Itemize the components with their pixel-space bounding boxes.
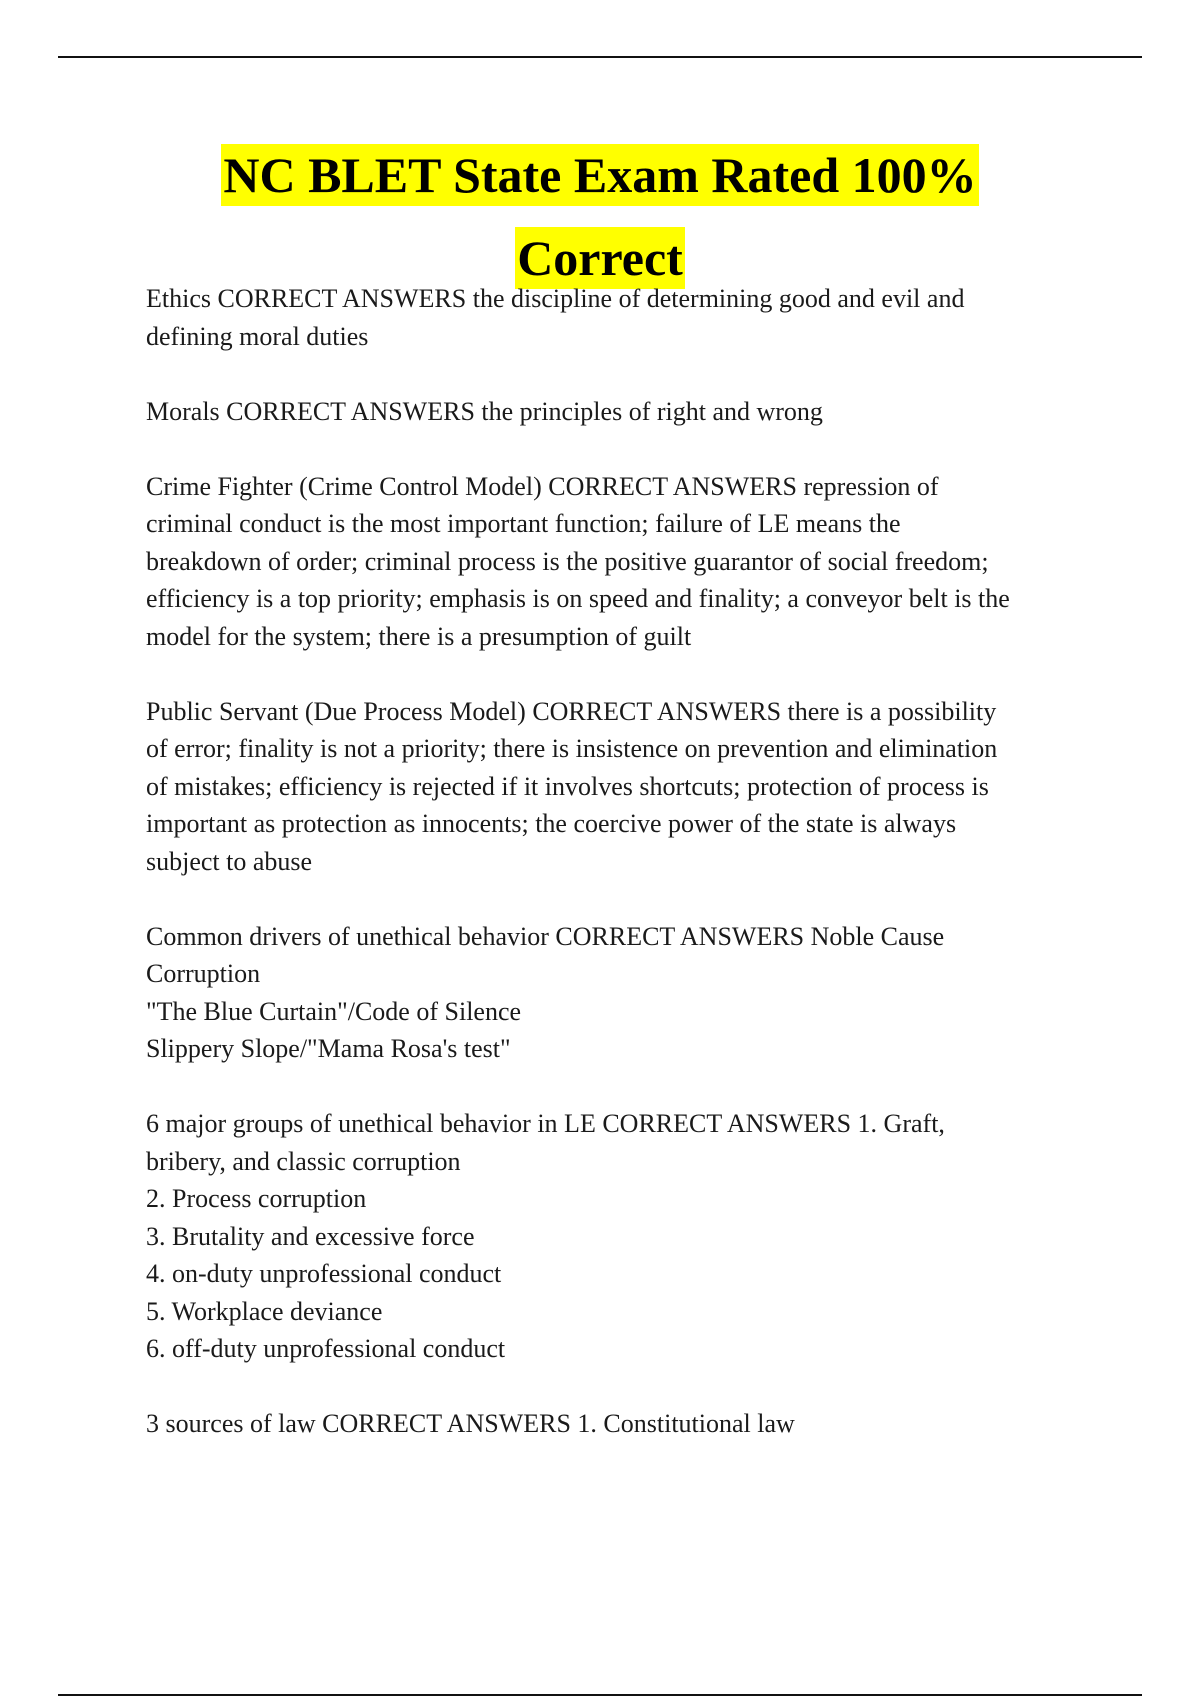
entry-sources-of-law xyxy=(146,1405,1106,1443)
entry-line: subject to abuse xyxy=(146,846,313,876)
entry-line: of mistakes; efficiency is rejected if it involves shortcuts; protection of process is xyxy=(146,771,989,801)
top-rule xyxy=(58,56,1142,58)
entry-line: Common drivers of unethical behavior CORRECT ANSWERS Noble Cause xyxy=(146,921,945,951)
entry-line: Public Servant (Due Process Model) CORRECT ANSWERS there is a possibility xyxy=(146,696,997,726)
document-body xyxy=(146,280,1106,1480)
entry-six-major-groups xyxy=(146,1105,1106,1368)
entry-line: 5. Workplace deviance xyxy=(146,1296,383,1326)
entry-line: important as protection as innocents; the coercive power of the state is always xyxy=(146,809,957,838)
entry-line: Ethics CORRECT ANSWERS the discipline of determining good and evil and xyxy=(146,284,965,313)
entry-line: 3. Brutality and excessive force xyxy=(146,1221,475,1251)
entry-line: 6 major groups of unethical behavior in LE CORRECT ANSWERS 1. Graft, xyxy=(146,1109,945,1138)
entry-line: 3 sources of law CORRECT ANSWERS 1. Constitutional law xyxy=(146,1409,795,1438)
entry-crime-fighter xyxy=(146,468,1106,656)
entry-common-drivers xyxy=(146,918,1106,1068)
title-line-2: Correct xyxy=(515,227,685,289)
entry-line: Morals CORRECT ANSWERS the principles of right and wrong xyxy=(146,396,823,426)
title-line-1: NC BLET State Exam Rated 100% xyxy=(221,144,978,206)
bottom-rule xyxy=(58,1694,1142,1696)
entry-line: Crime Fighter (Crime Control Model) CORRECT ANSWERS repression of xyxy=(146,471,939,501)
entry-line: "The Blue Curtain"/Code of Silence xyxy=(146,996,522,1026)
entry-line: breakdown of order; criminal process is the positive guarantor of social freedom; xyxy=(146,546,989,576)
entry-line: Slippery Slope/"Mama Rosa's test" xyxy=(146,1034,511,1063)
entry-line: 6. off-duty unprofessional conduct xyxy=(146,1334,506,1363)
entry-line: bribery, and classic corruption xyxy=(146,1146,461,1176)
entry-line: criminal conduct is the most important function; failure of LE means the xyxy=(146,509,901,538)
entry-line: efficiency is a top priority; emphasis is on speed and finality; a conveyor belt is the xyxy=(146,584,1010,613)
entry-line: Corruption xyxy=(146,959,261,988)
entry-public-servant xyxy=(146,693,1106,881)
entry-line: of error; finality is not a priority; there is insistence on prevention and elimination xyxy=(146,734,998,763)
entry-morals xyxy=(146,393,1106,431)
entry-line: 4. on-duty unprofessional conduct xyxy=(146,1259,502,1288)
entry-line: 2. Process corruption xyxy=(146,1184,367,1213)
entry-ethics xyxy=(146,280,1106,355)
entry-line: model for the system; there is a presumption of guilt xyxy=(146,621,692,651)
entry-line: defining moral duties xyxy=(146,321,369,351)
